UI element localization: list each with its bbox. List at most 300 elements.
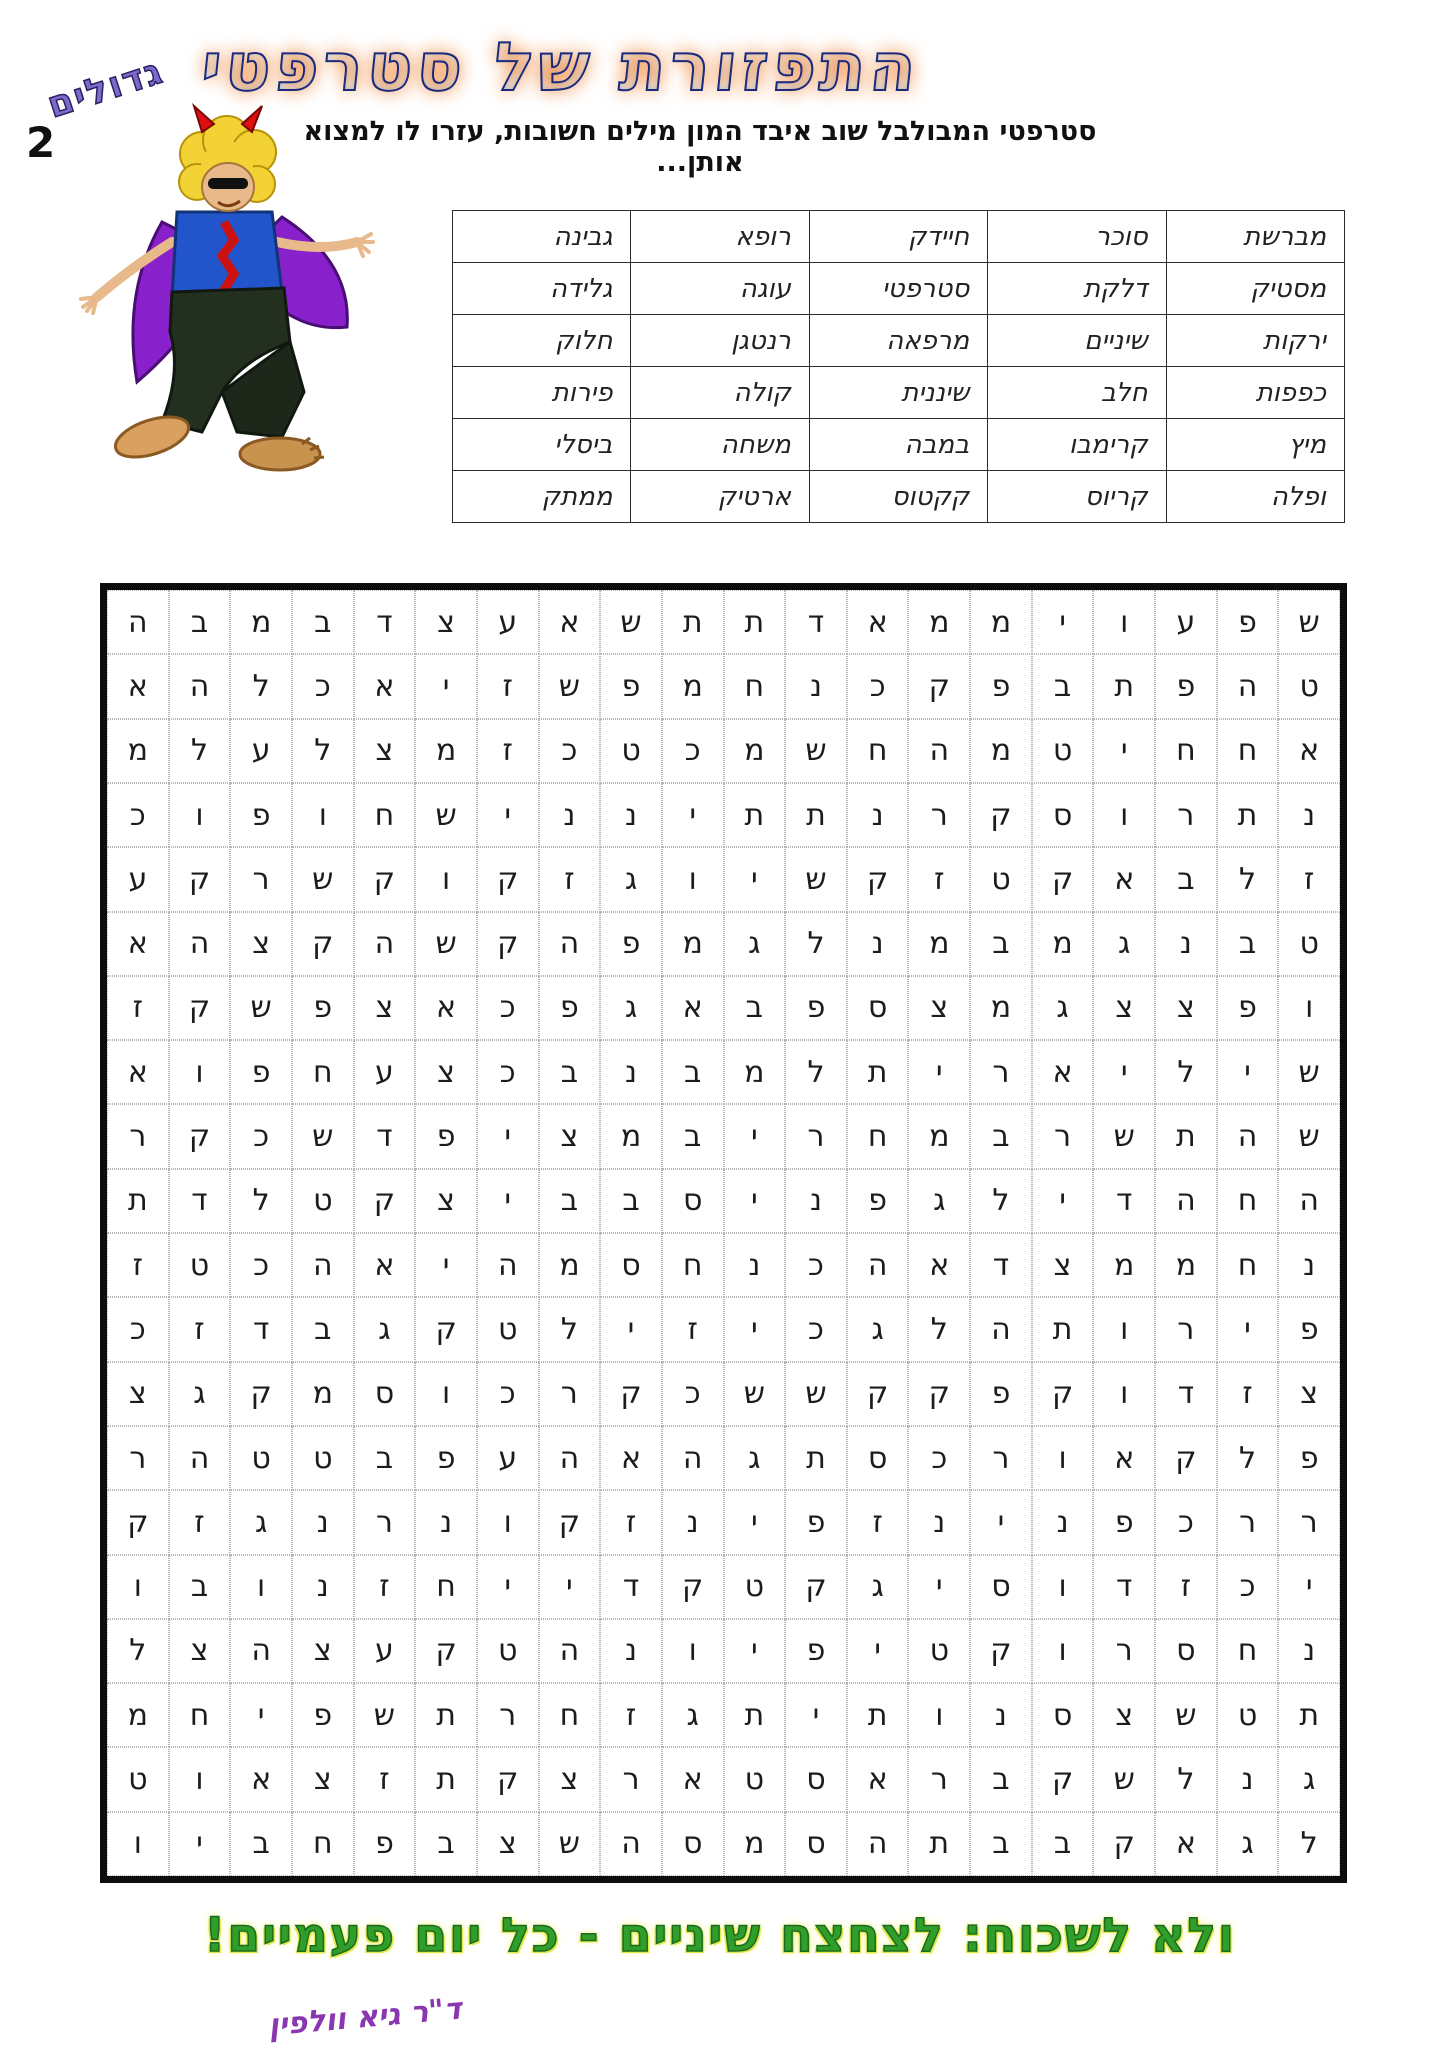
word-cell: דלקת (988, 263, 1166, 315)
grid-cell: פ (970, 1362, 1032, 1426)
grid-cell: ח (847, 1104, 909, 1168)
grid-cell: נ (415, 1490, 477, 1554)
grid-cell: י (415, 654, 477, 718)
grid-cell: ש (539, 654, 601, 718)
word-cell: גבינה (453, 211, 631, 263)
grid-cell: ו (1032, 1555, 1094, 1619)
grid-cell: ז (169, 1297, 231, 1361)
grid-cell: ק (1155, 1426, 1217, 1490)
grid-cell: צ (415, 590, 477, 654)
grid-cell: פ (600, 654, 662, 718)
grid-cell: י (785, 1683, 847, 1747)
grid-cell: י (415, 1233, 477, 1297)
grid-cell: ק (169, 976, 231, 1040)
grid-cell: ק (1032, 1747, 1094, 1811)
grid-cell: פ (354, 1812, 416, 1876)
grid-cell: ס (600, 1233, 662, 1297)
grid-cell: י (724, 1619, 786, 1683)
grid-cell: ק (908, 1362, 970, 1426)
audience-label: גדולים (42, 50, 169, 127)
grid-cell: ו (415, 1362, 477, 1426)
letter-grid (107, 590, 1340, 1876)
grid-cell: ז (600, 1683, 662, 1747)
grid-cell: ת (724, 590, 786, 654)
grid-cell: ת (785, 783, 847, 847)
grid-cell: ש (785, 719, 847, 783)
grid-cell: ב (539, 1169, 601, 1233)
grid-cell: פ (600, 912, 662, 976)
word-cell: שיננית (809, 367, 987, 419)
grid-cell: ב (662, 1040, 724, 1104)
grid-cell: ג (847, 1555, 909, 1619)
grid-cell: מ (908, 1104, 970, 1168)
grid-cell: ד (354, 590, 416, 654)
grid-cell: ת (908, 1812, 970, 1876)
grid-cell: נ (600, 783, 662, 847)
grid-cell: י (1278, 1555, 1340, 1619)
grid-cell: ש (230, 976, 292, 1040)
word-cell: סוכר (988, 211, 1166, 263)
grid-cell: ל (230, 654, 292, 718)
grid-cell: ר (970, 1040, 1032, 1104)
grid-cell: י (908, 1040, 970, 1104)
grid-cell: מ (600, 1104, 662, 1168)
grid-cell: ג (600, 976, 662, 1040)
grid-cell: ק (970, 1619, 1032, 1683)
grid-cell: ט (477, 1297, 539, 1361)
grid-cell: כ (230, 1104, 292, 1168)
grid-cell: ת (107, 1169, 169, 1233)
grid-cell: ע (477, 590, 539, 654)
grid-cell: ב (1032, 654, 1094, 718)
grid-cell: צ (477, 1812, 539, 1876)
grid-cell: מ (230, 590, 292, 654)
grid-cell: ק (662, 1555, 724, 1619)
grid-cell: ו (1093, 1297, 1155, 1361)
grid-cell: ה (169, 654, 231, 718)
grid-cell: י (724, 1297, 786, 1361)
grid-cell: כ (292, 654, 354, 718)
grid-cell: נ (1278, 783, 1340, 847)
grid-cell: ר (1217, 1490, 1279, 1554)
grid-cell: מ (1155, 1233, 1217, 1297)
grid-cell: ה (662, 1426, 724, 1490)
grid-cell: ח (662, 1233, 724, 1297)
grid-cell: פ (1155, 654, 1217, 718)
grid-cell: י (477, 783, 539, 847)
grid-cell: פ (230, 783, 292, 847)
grid-cell: ד (354, 1104, 416, 1168)
grid-cell: ר (1155, 783, 1217, 847)
grid-cell: כ (539, 719, 601, 783)
grid-cell: ק (230, 1362, 292, 1426)
grid-cell: י (1217, 1040, 1279, 1104)
grid-cell: י (724, 1169, 786, 1233)
grid-cell: א (847, 1747, 909, 1811)
grid-cell: ה (1217, 654, 1279, 718)
grid-cell: ו (292, 783, 354, 847)
grid-cell: י (1032, 590, 1094, 654)
grid-cell: ת (785, 1426, 847, 1490)
grid-cell: נ (292, 1555, 354, 1619)
grid-cell: כ (107, 1297, 169, 1361)
grid-cell: נ (662, 1490, 724, 1554)
grid-cell: ב (970, 1747, 1032, 1811)
grid-cell: ר (1278, 1490, 1340, 1554)
grid-cell: ו (107, 1812, 169, 1876)
page-title: התפזורת של סטרפטי (170, 28, 950, 123)
grid-cell: ט (292, 1426, 354, 1490)
grid-cell: כ (477, 1040, 539, 1104)
grid-cell: פ (1217, 590, 1279, 654)
grid-cell: נ (600, 1040, 662, 1104)
grid-cell: ה (354, 912, 416, 976)
grid-cell: ש (1093, 1747, 1155, 1811)
grid-cell: מ (415, 719, 477, 783)
grid-cell: א (600, 1426, 662, 1490)
grid-cell: ל (230, 1169, 292, 1233)
grid-cell: י (477, 1555, 539, 1619)
grid-cell: ג (1032, 976, 1094, 1040)
grid-cell: א (662, 976, 724, 1040)
grid-cell: ס (847, 1426, 909, 1490)
word-cell: קקטוס (809, 471, 987, 523)
grid-cell: ל (908, 1297, 970, 1361)
grid-cell: פ (970, 654, 1032, 718)
grid-cell: פ (415, 1104, 477, 1168)
grid-cell: ג (354, 1297, 416, 1361)
grid-cell: ס (785, 1747, 847, 1811)
grid-cell: ה (970, 1297, 1032, 1361)
grid-cell: ג (662, 1683, 724, 1747)
word-cell: במבה (809, 419, 987, 471)
grid-cell: נ (292, 1490, 354, 1554)
grid-cell: ג (1278, 1747, 1340, 1811)
grid-cell: ל (107, 1619, 169, 1683)
grid-cell: ו (477, 1490, 539, 1554)
grid-cell: ב (1032, 1812, 1094, 1876)
grid-cell: נ (724, 1233, 786, 1297)
grid-cell: ג (1217, 1812, 1279, 1876)
grid-cell: ט (107, 1747, 169, 1811)
grid-cell: ח (169, 1683, 231, 1747)
word-cell: שיניים (988, 315, 1166, 367)
word-table-row (453, 315, 1345, 367)
grid-cell: ע (230, 719, 292, 783)
grid-cell: ב (292, 590, 354, 654)
grid-cell: נ (847, 912, 909, 976)
grid-cell: ס (662, 1812, 724, 1876)
grid-cell: ש (1278, 590, 1340, 654)
grid-cell: ת (1032, 1297, 1094, 1361)
grid-cell: ק (1093, 1812, 1155, 1876)
grid-cell: ח (415, 1555, 477, 1619)
grid-cell: פ (292, 976, 354, 1040)
grid-cell: י (539, 1555, 601, 1619)
grid-cell: א (847, 590, 909, 654)
grid-cell: ק (415, 1619, 477, 1683)
word-table-row (453, 419, 1345, 471)
grid-cell: ס (1155, 1619, 1217, 1683)
grid-cell: מ (724, 1040, 786, 1104)
grid-cell: ת (1217, 783, 1279, 847)
grid-cell: א (107, 654, 169, 718)
grid-cell: ק (1032, 1362, 1094, 1426)
grid-cell: ט (724, 1555, 786, 1619)
grid-cell: א (230, 1747, 292, 1811)
grid-cell: ה (847, 1812, 909, 1876)
grid-cell: ש (785, 847, 847, 911)
grid-cell: א (1093, 847, 1155, 911)
word-cell: ממתק (453, 471, 631, 523)
grid-cell: ה (169, 912, 231, 976)
grid-cell: ש (539, 1812, 601, 1876)
grid-cell: ע (354, 1040, 416, 1104)
page-number: 2 (26, 118, 56, 167)
grid-cell: ו (662, 847, 724, 911)
grid-cell: ס (847, 976, 909, 1040)
grid-cell: ת (415, 1747, 477, 1811)
grid-cell: ו (908, 1683, 970, 1747)
grid-cell: מ (970, 590, 1032, 654)
grid-cell: י (724, 847, 786, 911)
grid-cell: ת (415, 1683, 477, 1747)
grid-cell: ש (1278, 1040, 1340, 1104)
grid-cell: ח (292, 1040, 354, 1104)
grid-cell: י (230, 1683, 292, 1747)
grid-cell: ח (847, 719, 909, 783)
grid-cell: ס (1032, 1683, 1094, 1747)
grid-cell: ח (1217, 1619, 1279, 1683)
word-cell: קריוס (988, 471, 1166, 523)
grid-cell: ט (908, 1619, 970, 1683)
grid-cell: נ (1217, 1747, 1279, 1811)
grid-cell: כ (477, 1362, 539, 1426)
grid-cell: מ (908, 912, 970, 976)
grid-cell: ו (1093, 783, 1155, 847)
grid-cell: י (600, 1297, 662, 1361)
grid-cell: ק (415, 1297, 477, 1361)
word-cell: מרפאה (809, 315, 987, 367)
grid-cell: ק (169, 1104, 231, 1168)
word-cell: סטרפטי (809, 263, 987, 315)
grid-cell: נ (1278, 1233, 1340, 1297)
grid-cell: ק (1032, 847, 1094, 911)
grid-cell: ק (600, 1362, 662, 1426)
grid-cell: ה (1155, 1169, 1217, 1233)
grid-cell: ר (970, 1426, 1032, 1490)
grid-cell: ק (292, 912, 354, 976)
word-cell: חיידק (809, 211, 987, 263)
grid-cell: מ (1093, 1233, 1155, 1297)
grid-cell: ג (908, 1169, 970, 1233)
grid-cell: ו (1093, 590, 1155, 654)
grid-cell: מ (724, 719, 786, 783)
grid-cell: מ (662, 912, 724, 976)
grid-cell: ק (354, 847, 416, 911)
grid-cell: ז (908, 847, 970, 911)
grid-cell: ה (847, 1233, 909, 1297)
grid-cell: ג (169, 1362, 231, 1426)
grid-cell: ו (662, 1619, 724, 1683)
grid-cell: א (539, 590, 601, 654)
grid-cell: כ (230, 1233, 292, 1297)
grid-cell: ש (415, 912, 477, 976)
grid-cell: ו (1032, 1619, 1094, 1683)
grid-cell: ת (724, 1683, 786, 1747)
grid-cell: ג (1093, 912, 1155, 976)
grid-cell: מ (292, 1362, 354, 1426)
grid-cell: ר (1093, 1619, 1155, 1683)
word-search-grid (100, 583, 1347, 1883)
grid-cell: ל (970, 1169, 1032, 1233)
grid-cell: י (1093, 719, 1155, 783)
grid-cell: ז (169, 1490, 231, 1554)
word-list-body (453, 211, 1345, 523)
grid-cell: ב (1217, 912, 1279, 976)
grid-cell: ר (539, 1362, 601, 1426)
grid-cell: ר (107, 1426, 169, 1490)
grid-cell: ק (477, 912, 539, 976)
grid-cell: ז (1278, 847, 1340, 911)
grid-cell: מ (1032, 912, 1094, 976)
grid-cell: ע (107, 847, 169, 911)
grid-cell: צ (539, 1104, 601, 1168)
grid-cell: א (662, 1747, 724, 1811)
grid-cell: ר (785, 1104, 847, 1168)
grid-cell: י (477, 1104, 539, 1168)
grid-cell: ט (1217, 1683, 1279, 1747)
word-cell: ירקות (1166, 315, 1344, 367)
grid-cell: ט (477, 1619, 539, 1683)
grid-cell: ו (169, 783, 231, 847)
grid-cell: ט (230, 1426, 292, 1490)
grid-cell: ז (477, 719, 539, 783)
grid-cell: ק (539, 1490, 601, 1554)
grid-cell: מ (908, 590, 970, 654)
grid-cell: ה (107, 590, 169, 654)
grid-cell: א (908, 1233, 970, 1297)
word-cell: חלב (988, 367, 1166, 419)
grid-cell: ז (539, 847, 601, 911)
grid-cell: ש (724, 1362, 786, 1426)
grid-cell: ה (230, 1619, 292, 1683)
grid-cell: ש (1093, 1104, 1155, 1168)
grid-cell: ד (1093, 1169, 1155, 1233)
grid-cell: ה (600, 1812, 662, 1876)
grid-cell: ב (354, 1426, 416, 1490)
grid-cell: צ (230, 912, 292, 976)
grid-cell: צ (292, 1747, 354, 1811)
grid-cell: ז (1217, 1362, 1279, 1426)
grid-cell: ע (1155, 590, 1217, 654)
grid-cell: ט (1278, 654, 1340, 718)
grid-cell: ק (169, 847, 231, 911)
grid-cell: ש (292, 1104, 354, 1168)
grid-cell: ש (1155, 1683, 1217, 1747)
grid-cell: צ (415, 1040, 477, 1104)
grid-cell: א (1032, 1040, 1094, 1104)
grid-cell: ד (230, 1297, 292, 1361)
grid-cell: צ (415, 1169, 477, 1233)
grid-cell: כ (785, 1233, 847, 1297)
grid-cell: ז (477, 654, 539, 718)
grid-cell: נ (1278, 1619, 1340, 1683)
brushing-reminder-text: ולא לשכוח: לצחצח שיניים - כל יום פעמיים! (203, 1908, 1237, 1963)
grid-cell: ק (908, 654, 970, 718)
word-cell: רופא (631, 211, 809, 263)
word-cell: גלידה (453, 263, 631, 315)
grid-cell: ג (847, 1297, 909, 1361)
grid-cell: צ (1032, 1233, 1094, 1297)
grid-cell: א (1155, 1812, 1217, 1876)
grid-cell: ח (724, 654, 786, 718)
grid-cell: י (1032, 1169, 1094, 1233)
grid-cell: ל (785, 912, 847, 976)
grid-cell: ת (847, 1040, 909, 1104)
grid-cell: צ (169, 1619, 231, 1683)
grid-cell: י (847, 1619, 909, 1683)
grid-cell: ז (600, 1490, 662, 1554)
grid-cell: ס (785, 1812, 847, 1876)
grid-cell: ל (1155, 1040, 1217, 1104)
grid-cell: ט (724, 1747, 786, 1811)
grid-cell: ע (354, 1619, 416, 1683)
grid-cell: ד (785, 590, 847, 654)
grid-cell: צ (354, 719, 416, 783)
instruction-text: סטרפטי המבולבל שוב איבד המון מילים חשובות, עזרו לו למצוא אותן... (303, 116, 1097, 178)
author-signature: ד"ר גיא וולפין (266, 1991, 464, 2044)
grid-cell: ח (1217, 1169, 1279, 1233)
grid-cell: צ (292, 1619, 354, 1683)
grid-cell: ה (539, 912, 601, 976)
grid-cell: ר (230, 847, 292, 911)
grid-cell: ה (477, 1233, 539, 1297)
word-cell: קולה (631, 367, 809, 419)
grid-cell: ל (539, 1297, 601, 1361)
grid-cell: ב (230, 1812, 292, 1876)
grid-cell: ה (292, 1233, 354, 1297)
grid-cell: א (354, 1233, 416, 1297)
grid-cell: ד (169, 1169, 231, 1233)
grid-cell: מ (662, 654, 724, 718)
grid-cell: ל (292, 719, 354, 783)
grid-cell: ד (1155, 1362, 1217, 1426)
grid-cell: מ (107, 1683, 169, 1747)
grid-cell: ס (970, 1555, 1032, 1619)
grid-cell: י (724, 1104, 786, 1168)
word-cell: ביסלי (453, 419, 631, 471)
grid-cell: ה (908, 719, 970, 783)
grid-cell: ז (847, 1490, 909, 1554)
grid-cell: א (107, 1040, 169, 1104)
word-cell: ופלה (1166, 471, 1344, 523)
grid-cell: ר (908, 783, 970, 847)
grid-cell: צ (539, 1747, 601, 1811)
grid-cell: י (908, 1555, 970, 1619)
grid-cell: צ (354, 976, 416, 1040)
grid-cell: ל (1155, 1747, 1217, 1811)
grid-cell: א (1278, 719, 1340, 783)
grid-cell: א (354, 654, 416, 718)
grid-cell: כ (477, 976, 539, 1040)
grid-cell: ר (600, 1747, 662, 1811)
grid-cell: ד (1093, 1555, 1155, 1619)
grid-cell: צ (908, 976, 970, 1040)
grid-cell: ש (354, 1683, 416, 1747)
grid-cell: י (169, 1812, 231, 1876)
grid-cell: ו (1278, 976, 1340, 1040)
